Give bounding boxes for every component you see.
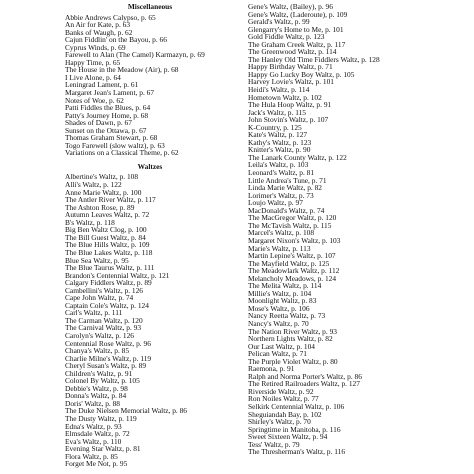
index-entry: Sunset on the Ottawa, p. 67: [65, 125, 147, 135]
index-entry: Shades of Dawn, p. 67: [65, 118, 132, 128]
index-entry: Forget Me Not, p. 95: [65, 459, 128, 469]
index-entry: Mose's Waltz, p. 106: [248, 303, 310, 313]
left-column: [65, 3, 245, 468]
index-entry: Heidi's Waltz, p. 114: [248, 85, 310, 95]
index-entry: Patti Fiddles the Blues, p. 64: [65, 103, 151, 113]
index-entry: Jack's Waltz, p. 115: [248, 107, 307, 117]
miscellaneous-heading: Miscellaneous: [127, 2, 173, 11]
index-entry: Moonlight Waltz, p. 83: [248, 296, 317, 306]
index-entry: MacDonald's Waltz, p. 74: [248, 205, 325, 215]
index-entry: The Hanley Old Time Fiddlers Waltz, p. 128: [248, 54, 380, 64]
index-entry: An Air for Kate, p. 63: [65, 20, 131, 30]
index-entry: Happy Time, p. 65: [65, 57, 121, 67]
index-entry: Cajun Fiddlin' on the Bayou, p. 66: [65, 35, 167, 45]
index-entry: The Duke Nielsen Memorial Waltz, p. 86: [65, 406, 188, 416]
index-entry: Harvey Lovie's Waltz, p. 101: [248, 77, 334, 87]
index-entry: Captain Cole's Waltz, p. 124: [65, 300, 149, 310]
index-entry: The Blue Hills Waltz, p. 109: [65, 240, 150, 250]
index-entry: Patty's Journey Home, p. 68: [65, 110, 149, 120]
index-entry: Banks of Waugh, p. 62: [65, 27, 133, 37]
index-entry: Children's Waltz, p. 91: [65, 368, 133, 378]
index-entry: I Live Alone, p. 64: [65, 72, 121, 82]
index-entry: Selkirk Centennial Waltz, p. 106: [248, 401, 345, 411]
index-entry: Knitter's Waltz, p. 90: [248, 145, 311, 155]
index-entry: Cape John Waltz, p. 74: [65, 293, 134, 303]
index-entry: Ralph and Norma Porter's Waltz, p. 86: [248, 371, 362, 381]
index-entry: Happy Go Lucky Boy Waltz, p. 105: [248, 69, 355, 79]
index-entry: The Lanark County Waltz, p. 122: [248, 152, 347, 162]
index-entry: The Retired Railroaders Waltz, p. 127: [248, 379, 360, 389]
index-entry: Thomas Graham Stewart, p. 68: [65, 133, 158, 143]
index-entry: The Bill Guest Waltz, p. 84: [65, 232, 146, 242]
index-entry: Carolyn's Waltz, p. 126: [65, 330, 134, 340]
index-entry: Marcel's Waltz, p. 108: [248, 228, 315, 238]
index-entry: Kathy's Waltz, p. 123: [248, 137, 312, 147]
index-entry: Eva's Waltz, p. 110: [65, 436, 122, 446]
index-entry: Hometown Waltz, p. 102: [248, 92, 322, 102]
waltzes-list-right: [248, 3, 448, 456]
index-entry: Gold Fiddle Waltz, p. 123: [248, 32, 325, 42]
index-entry: Centennial Rose Waltz, p. 96: [65, 338, 151, 348]
index-entry: Elmsdale Waltz, p. 72: [65, 429, 130, 439]
index-entry: The Carnival Waltz, p. 93: [65, 323, 142, 333]
index-entry: Margaret Jean's Lament, p. 67: [65, 88, 155, 98]
index-entry: Nancy Reetta Waltz, p. 73: [248, 311, 326, 321]
index-entry: Lorimer's Waltz, p. 73: [248, 190, 314, 200]
miscellaneous-list: [65, 14, 245, 157]
waltzes-heading: Waltzes: [137, 161, 163, 171]
index-entry: Blue Sea Waltz, p. 95: [65, 255, 129, 265]
index-entry: The Meadowlark Waltz, p. 112: [248, 266, 340, 276]
index-entry: The Carman Waltz, p. 120: [65, 315, 143, 325]
index-entry: The Hula Hoop Waltz, p. 91: [248, 100, 332, 110]
index-entry: The Blue Lakes Waltz, p. 118: [65, 247, 153, 257]
index-entry: Our Last Waltz, p. 104: [248, 341, 316, 351]
index-entry: Northern Lights Waltz, p. 82: [248, 334, 333, 344]
index-entry: Little Andrea's Tune, p. 71: [248, 175, 327, 185]
index-entry: Anne Marie Waltz, p. 100: [65, 187, 142, 197]
index-entry: Leningrad Lament, p. 61: [65, 80, 139, 90]
index-entry: Flora Waltz, p. 85: [65, 451, 118, 461]
index-entry: Donna's Waltz, p. 84: [65, 391, 127, 401]
index-entry: The Melita Waltz, p. 114: [248, 281, 322, 291]
waltzes-list-left: [65, 173, 245, 467]
index-entry: Edna's Waltz, p. 93: [65, 421, 122, 431]
index-entry: Gene's Waltz, (Laderoute), p. 109: [248, 9, 348, 19]
index-entry: Glengarry's Home to Me, p. 101: [248, 24, 344, 34]
index-entry: Togo Farewell (slow waltz), p. 63: [65, 140, 165, 150]
index-entry: B's Waltz, p. 118: [65, 217, 115, 227]
index-entry: Nancy's Waltz, p. 70: [248, 318, 309, 328]
index-entry: Happy Birthday Waltz, p. 71: [248, 62, 333, 72]
index-entry: Loujo Waltz, p. 97: [248, 198, 303, 208]
index-entry: Gene's Waltz, (Bailey), p. 96: [248, 2, 333, 11]
index-entry: The House in the Meadow (Air), p. 68: [65, 65, 179, 75]
index-entry: The Dusty Waltz, p. 119: [65, 413, 137, 423]
index-entry: Martin Lepine's Waltz, p. 107: [248, 251, 336, 261]
index-entry: Carl's Waltz, p. 111: [65, 308, 123, 318]
index-entry: The Antler River Waltz, p. 117: [65, 195, 156, 205]
index-entry: Gerald's Waltz, p. 99: [248, 17, 310, 27]
index-entry: Pelican Waltz, p. 71: [248, 349, 307, 359]
index-entry: Raemona, p. 91: [248, 364, 295, 374]
index-entry: Variations on a Classical Theme, p. 62: [65, 148, 179, 158]
index-entry: Calgary Fiddlers Waltz, p. 89: [65, 278, 152, 288]
index-entry: Tess' Waltz, p. 79: [248, 439, 300, 449]
index-entry: Notes of Woe, p. 62: [65, 95, 124, 105]
index-entry: Brandon's Centennial Waltz, p. 121: [65, 270, 170, 280]
index-entry: Sweet Sixteen Waltz, p. 94: [248, 432, 328, 442]
index-entry: Leila's Waltz, p. 103: [248, 160, 309, 170]
index-entry: The McTavish Waltz, p. 115: [248, 220, 332, 230]
index-entry: Colonel By Waltz, p. 105: [65, 376, 140, 386]
index-entry: The Graham Creek Waltz, p. 117: [248, 39, 346, 49]
index-entry: Evening Star Waltz, p. 81: [65, 444, 141, 454]
index-entry: K-Country, p. 125: [248, 122, 302, 132]
index-entry: Abbie Andrews Calypso, p. 65: [65, 12, 156, 22]
index-entry: Shirley's Waltz, p. 70: [248, 417, 311, 427]
index-entry: Cheryl Susan's Waltz, p. 89: [65, 361, 147, 371]
index-entry: Springtime in Manitoba, p. 116: [248, 424, 341, 434]
index-entry: Alli's Waltz, p. 122: [65, 180, 122, 190]
index-entry: Marie's Waltz, p. 113: [248, 243, 311, 253]
index-entry: Chanya's Waltz, p. 85: [65, 346, 130, 356]
index-entry: Margaret Nixon's Waltz, p. 103: [248, 235, 341, 245]
index-entry: Melancholy Meadows, p. 124: [248, 273, 337, 283]
index-entry: The Nation River Waltz, p. 93: [248, 326, 337, 336]
index-entry: Cyprus Winds, p. 69: [65, 42, 126, 52]
index-entry: The Mayfield Waltz, p. 125: [248, 258, 330, 268]
index-entry: Debbie's Waltz, p. 98: [65, 383, 128, 393]
index-entry: Albertine's Waltz, p. 108: [65, 172, 139, 182]
index-entry: Riverside Waltz, p. 92: [248, 386, 314, 396]
index-entry: Leonard's Waltz, p. 81: [248, 168, 315, 178]
index-entry: Charlie Milne's Waltz, p. 119: [65, 353, 152, 363]
index-entry: Sheguiandah Bay, p. 102: [248, 409, 322, 419]
index-entry: The Thresherman's Waltz, p. 116: [248, 447, 346, 457]
index-entry: Ron Noiles Waltz, p. 77: [248, 394, 319, 404]
index-entry: The Blue Taurus Waltz, p. 111: [65, 263, 155, 273]
right-column: [248, 3, 448, 456]
index-entry: Farewell to Alan (The Camel) Karmazyn, p. 69: [65, 50, 205, 60]
index-entry: Millie's Waltz, p. 104: [248, 288, 312, 298]
index-entry: Big Ben Waltz Clog, p. 100: [65, 225, 147, 235]
index-entry: The MacGregor Waltz, p. 120: [248, 213, 337, 223]
index-entry: Kate's Waltz, p. 127: [248, 130, 308, 140]
index-entry: The Purple Violet Waltz, p. 80: [248, 356, 338, 366]
index-entry: John Stovin's Waltz, p. 107: [248, 115, 329, 125]
index-entry: The Greenwood Waltz, p. 114: [248, 47, 337, 57]
index-entry: Cambellini's Waltz, p. 126: [65, 285, 143, 295]
index-entry: Linda Marie Waltz, p. 82: [248, 183, 322, 193]
index-entry: Autumn Leaves Waltz, p. 72: [65, 210, 150, 220]
index-entry: The Ashton Rose, p. 89: [65, 202, 135, 212]
index-entry: Doris' Waltz, p. 88: [65, 398, 120, 408]
